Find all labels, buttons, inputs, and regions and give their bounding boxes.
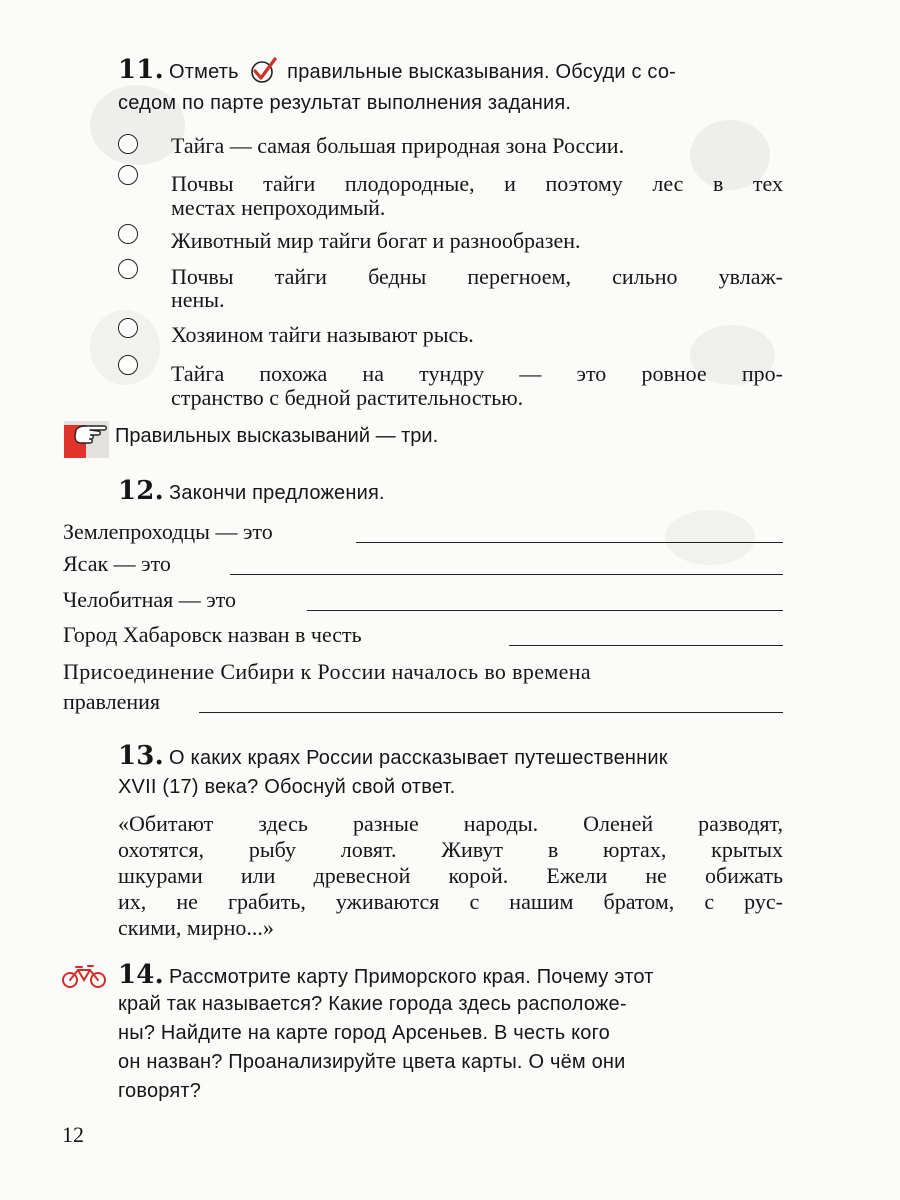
task-14-line1: Рассмотрите карту Приморского края. Почему этот: [169, 966, 654, 988]
task-14-line2: край так называется? Какие города здесь расположе-: [118, 993, 627, 1015]
fill-row-zemleprokhodtsy: [63, 519, 783, 549]
statement-4-text-line2: нены.: [171, 287, 225, 312]
task-11-number: 11.: [118, 55, 164, 85]
task-11-lead: Отметь: [169, 61, 239, 83]
statement-4-checkbox[interactable]: [118, 259, 138, 279]
fill-row-khabarovsk: [63, 622, 783, 652]
check-mark-in-circle-icon: [248, 56, 278, 84]
fill-row-label: правления: [63, 689, 161, 714]
task-11-header: [118, 56, 783, 87]
traveller-quote: [118, 811, 783, 941]
fill-row-pravleniya: [63, 689, 783, 719]
task-11-instruction-line2: седом по парте результат выполнения задания.: [118, 92, 572, 114]
statement-1-checkbox[interactable]: [118, 134, 138, 154]
statement-3-checkbox[interactable]: [118, 224, 138, 244]
task-12-header: [118, 477, 783, 508]
statement-2-checkbox[interactable]: [118, 165, 138, 185]
pointing-hand-icon: [64, 416, 109, 458]
answer-line[interactable]: [509, 645, 783, 646]
fill-row-yasak: [63, 551, 783, 581]
fill-row-label: Город Хабаровск назван в честь: [63, 622, 362, 647]
answer-line[interactable]: [230, 574, 783, 575]
bicycle-icon: [60, 962, 108, 990]
task-14-line5: говорят?: [118, 1080, 202, 1102]
statement-6-text-line2: странство с бедной растительностью.: [171, 385, 524, 410]
statement-5-checkbox[interactable]: [118, 318, 138, 338]
task-13-header: [118, 742, 783, 773]
statement-5-text: Хозяином тайги называют рысь.: [171, 322, 474, 347]
fill-row-label: Землепроходцы — это: [63, 519, 273, 544]
page-number: 12: [62, 1122, 84, 1147]
quote-line: охотятся, рыбу ловят. Живут в юртах, крытых: [118, 837, 783, 862]
task-13-title-line2: XVII (17) века? Обоснуй свой ответ.: [118, 776, 456, 798]
task-11-instruction: правильные высказывания. Обсуди с со-: [287, 61, 677, 83]
hint-answer: Правильных высказываний — три.: [115, 425, 439, 447]
task-14-number: 14.: [118, 960, 164, 990]
task-14-line4: он назван? Проанализируйте цвета карты. О чём они: [118, 1051, 626, 1073]
task-14-header: [118, 961, 783, 992]
fill-row-prisoedinenie: [63, 659, 783, 689]
statement-3-text: Животный мир тайги богат и разнообразен.: [171, 228, 581, 253]
fill-row-chelobitnaya: [63, 587, 783, 617]
quote-line: их, не грабить, уживаются с нашим братом, с рус-: [118, 889, 783, 914]
statement-1-text: Тайга — самая большая природная зона России.: [171, 133, 625, 158]
fill-row-label: Челобитная — это: [63, 587, 237, 612]
answer-line[interactable]: [307, 610, 783, 611]
fill-row-label: Ясак — это: [63, 551, 171, 576]
fill-row-label: Присоединение Сибири к России началось во времена: [63, 659, 591, 684]
quote-line: скими, мирно...»: [118, 915, 274, 940]
statement-6-checkbox[interactable]: [118, 355, 138, 375]
statement-4-text-line1: Почвы тайги бедны перегноем, сильно увлаж-: [171, 264, 783, 289]
task-12-title: Закончи предложения.: [169, 482, 385, 504]
statement-6-text-line1: Тайга похожа на тундру — это ровное про-: [171, 361, 783, 386]
answer-line[interactable]: [356, 542, 783, 543]
answer-line[interactable]: [199, 712, 783, 713]
task-12-number: 12.: [118, 476, 164, 506]
task-13-number: 13.: [118, 741, 164, 771]
task-14-line3: ны? Найдите на карте город Арсеньев. В честь кого: [118, 1022, 611, 1044]
statement-2-text-line2: местах непроходимый.: [171, 195, 386, 220]
quote-line: шкурами или древесной корой. Ежели не обижать: [118, 863, 783, 888]
task-13-title-line1: О каких краях России рассказывает путешественник: [169, 747, 668, 769]
quote-line: «Обитают здесь разные народы. Оленей разводят,: [118, 811, 783, 836]
statement-2-text-line1: Почвы тайги плодородные, и поэтому лес в тех: [171, 171, 783, 196]
